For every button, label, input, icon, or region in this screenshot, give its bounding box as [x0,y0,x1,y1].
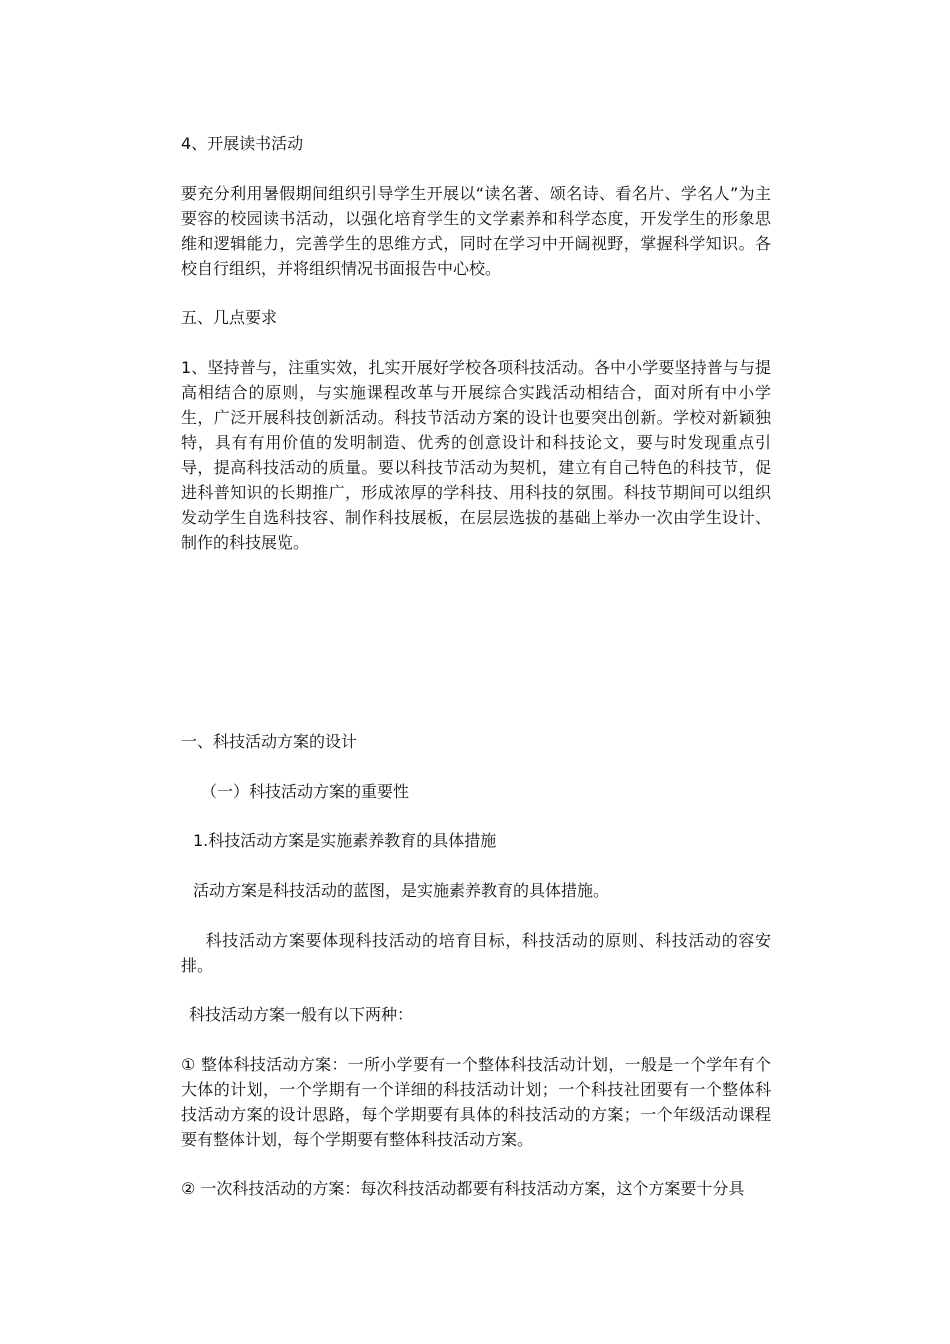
section-heading-reading-activity: 4、开展读书活动 [181,134,304,153]
section-heading-requirements: 五、几点要求 [181,308,278,327]
paragraph-plan-content-text: 科技活动方案要体现科技活动的培育目标，科技活动的原则、科技活动的容安排。 [181,931,771,975]
subheading-specific-measure: 1.科技活动方案是实施素养教育的具体措施 [193,831,497,850]
paragraph-plan-content [181,928,771,978]
paragraph-blueprint: 活动方案是科技活动的蓝图，是实施素养教育的具体措施。 [193,881,610,900]
section-heading-design: 一、科技活动方案的设计 [181,732,358,751]
paragraph-overall-plan: ① 整体科技活动方案：一所小学要有一个整体科技活动计划，一般是一个学年有个大体的计划，一个学期有一个详细的科技活动计划；一个科技社团要有一个整体科技活动方案的设计思路，每个学期要有具体的科技活动的方案；一个年级活动课程要有整体计划，每个学期要有整体科技活动方案。 [181,1055,771,1149]
paragraph-reading-activity: 要充分利用暑假期间组织引导学生开展以“读名著、颂名诗、看名片、学名人”为主要容的校园读书活动，以强化培育学生的文学素养和科学态度，开发学生的形象思维和逻辑能力，完善学生的思维方式，同时在学习中开阔视野，掌握科学知识。各校自行组织，并将组织情况书面报告中心校。 [181,184,771,278]
subheading-importance: （一）科技活动方案的重要性 [201,782,410,801]
paragraph-two-kinds: 科技活动方案一般有以下两种： [189,1005,414,1024]
paragraph-single-plan: ② 一次科技活动的方案：每次科技活动都要有科技活动方案，这个方案要十分具 [181,1179,745,1198]
paragraph-requirements: 1、坚持普与，注重实效，扎实开展好学校各项科技活动。各中小学要坚持普与与提高相结合的原则，与实施课程改革与开展综合实践活动相结合，面对所有中小学生，广泛开展科技创新活动。科技节活动方案的设计也要突出创新。学校对新颖独特，具有有用价值的发明制造、优秀的创意设计和科技论文，要与时发现重点引导，提高科技活动的质量。要以科技节活动为契机，建立有自己特色的科技节，促进科普知识的长期推广，形成浓厚的学科技、用科技的氛围。科技节期间可以组织发动学生自选科技容、制作科技展板，在层层选拔的基础上举办一次由学生设计、制作的科技展览。 [181,358,771,552]
